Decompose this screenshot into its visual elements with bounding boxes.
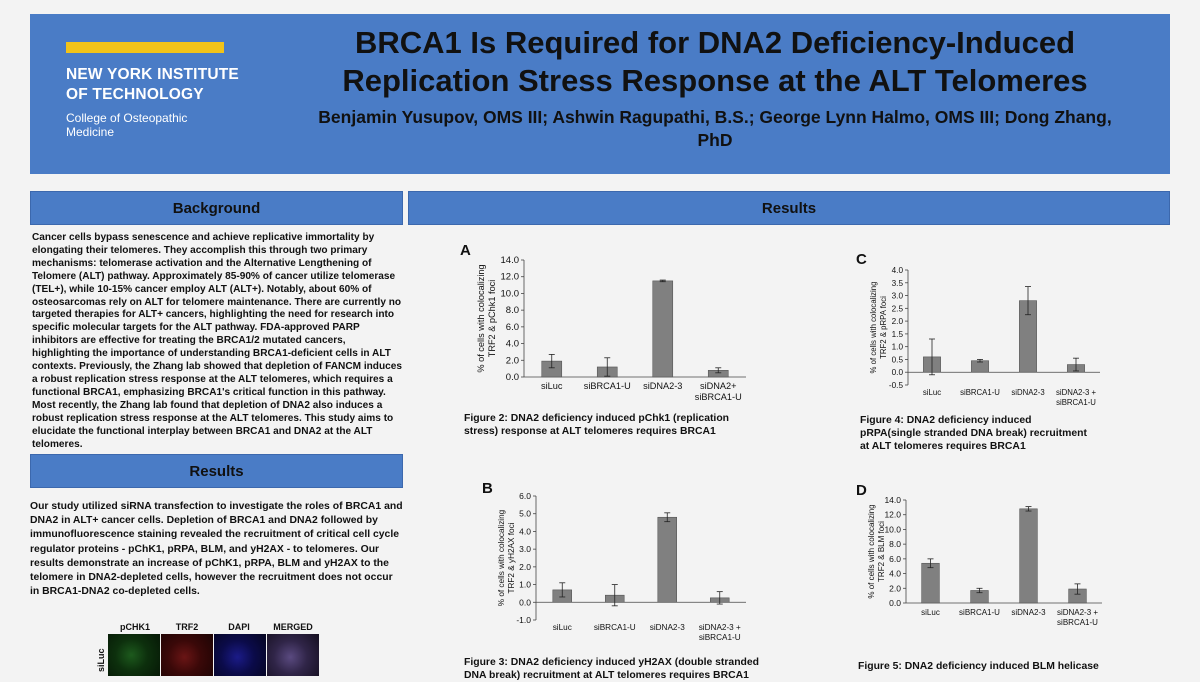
figure-b-letter: B — [482, 480, 493, 497]
chart-b-y-tick-label: 5.0 — [519, 508, 531, 519]
chart-b-x-label: siDNA2-3 — [649, 623, 685, 632]
chart-c-y-tick-label: 3.5 — [891, 278, 903, 288]
chart-c-y-title-line2: TRF2 & pRPA foci — [878, 296, 888, 359]
authors-line2: PhD — [697, 130, 733, 150]
chart-a — [468, 252, 760, 412]
micro-image-trf2 — [161, 634, 213, 676]
chart-a-y-title — [476, 264, 497, 372]
logo-sub-line1: College of Osteopathic — [66, 111, 188, 125]
chart-b-x-label: siLuc — [552, 623, 572, 632]
chart-a-y-title-line2: TRF2 & pChk1 foci — [487, 279, 498, 358]
results-left-heading: Results — [30, 454, 403, 488]
chart-d-x-label: siDNA2-3 — [1011, 608, 1046, 617]
chart-b-x-label: siDNA2-3 + — [698, 623, 741, 632]
chart-a-y-tick-label: 12.0 — [500, 271, 519, 283]
poster-title — [280, 24, 1150, 100]
chart-d-x-label: siBRCA1-U — [959, 608, 1000, 617]
chart-b-y-title-line1: % of cells with colocalizing — [497, 509, 506, 607]
chart-c-y-tick-label: 2.5 — [891, 304, 903, 314]
chart-d-y-tick-label: 10.0 — [884, 524, 901, 535]
chart-c-y-title-line1: % of cells with colocalizing — [869, 281, 878, 374]
chart-c-y-tick-label: 4.0 — [891, 266, 903, 275]
chart-b-y-tick-label: 0.0 — [519, 597, 531, 608]
background-text: Cancer cells bypass senescence and achieve replicative immortality by elongating their telomeres. They accomplish this through two primary mechanisms: telomerase activation and the Alternative Lengthening of Telomere (ALT) pathway. Approximately 85-90% of cancer utilize telomerase (TEL+), while 10-15% cancer employ ALT (ALT+). Notably, about 60% of osteosarcomas rely on ALT for telomere maintenance. There are currently no targeted therapies for ALT+ cancers, highlighting the need for research into specific molecular targets for the ALT pathway. FDA-approved PARP inhibitors are effective for treating the BRCA1/2 mutated cancers, highlighting the importance of understanding BRCA1-deficient cells in ALT contexts. Previously, the Zhang lab showed that depletion of FANCM induces a robust replication stress response at the ALT telomeres, which requires a functional BRCA1, emphasizing BRCA1's critical function in this pathway. Most recently, the Zhang lab found that depletion of DNA2 also induces a robust replication stress response at the ALT telomeres. This study aims to elucidate the functional interplay between BRCA1 and DNA2 at the ALT telomeres. — [32, 232, 402, 450]
chart-d-y-tick-label: 2.0 — [889, 583, 901, 594]
chart-a-x-label: siLuc — [541, 381, 563, 391]
chart-a-y-tick-label: 10.0 — [500, 288, 519, 300]
authors — [270, 106, 1160, 152]
poster-header — [30, 14, 1170, 174]
figure-a-letter: A — [460, 242, 471, 259]
chart-d-bar — [922, 563, 940, 603]
chart-a-bar — [653, 281, 673, 377]
chart-b-x-label: siBRCA1-U — [698, 633, 741, 643]
micro-col-dapi: DAPI — [228, 622, 250, 632]
chart-c-y-tick-label: 1.0 — [891, 342, 903, 352]
background-heading: Background — [30, 191, 403, 225]
chart-c-y-tick-label: 0.0 — [891, 368, 903, 378]
figure-a-caption-line1: Figure 2: DNA2 deficiency induced pChk1 (replication — [464, 413, 730, 424]
figure-b-caption — [464, 656, 804, 682]
chart-b-y-tick-label: 2.0 — [519, 561, 531, 572]
chart-b-y-tick-label: 3.0 — [519, 544, 531, 555]
chart-c-bar — [971, 361, 988, 373]
figure-c-caption — [860, 414, 1160, 453]
figure-d-caption-line1: Figure 5: DNA2 deficiency induced BLM helicase — [858, 661, 1099, 672]
chart-d-y-tick-label: 8.0 — [889, 539, 901, 550]
chart-a-x-label: siBRCA1-U — [694, 392, 742, 403]
chart-b-y-tick-label: 6.0 — [519, 491, 531, 501]
chart-c — [862, 262, 1112, 407]
chart-c-x-label: siBRCA1-U — [960, 388, 1000, 397]
chart-a-x-label: siDNA2-3 — [643, 381, 683, 391]
chart-a-y-tick-label: 0.0 — [505, 372, 519, 383]
chart-a-y-tick-label: 8.0 — [505, 305, 519, 317]
chart-d-y-tick-label: 14.0 — [884, 495, 901, 505]
figure-a-caption — [464, 412, 804, 438]
figure-b-caption-line1: Figure 3: DNA2 deficiency induced yH2AX (double stranded — [464, 657, 760, 668]
logo-name-line1: NEW YORK INSTITUTE — [66, 66, 239, 83]
chart-d-y-tick-label: 0.0 — [889, 598, 901, 608]
logo-accent-bar — [66, 42, 224, 53]
title-line1: BRCA1 Is Required for DNA2 Deficiency-Induced — [354, 25, 1076, 60]
chart-c-y-title — [869, 282, 888, 374]
logo-sub-line2: Medicine — [66, 125, 115, 139]
chart-a-y-tick-label: 6.0 — [505, 321, 519, 333]
results-right-heading: Results — [408, 191, 1170, 225]
chart-b-x-label: siBRCA1-U — [593, 623, 636, 632]
chart-d-x-label: siBRCA1-U — [1057, 618, 1098, 627]
chart-c-x-label: siDNA2-3 + — [1055, 388, 1097, 397]
chart-d-x-label: siLuc — [921, 608, 940, 617]
chart-a-y-title-line1: % of cells with colocalizing — [476, 264, 486, 373]
chart-a-x-label: siBRCA1-U — [583, 381, 631, 391]
results-text: Our study utilized siRNA transfection to investigate the roles of BRCA1 and DNA2 in ALT+ cancer cells. Depletion of BRCA1 and DNA2 followed by immunofluorescence staining revealed the recruitment of critical cell cycle regulator proteins - pChK1, pRPA, BLM, and yH2AX - to telomeres. Our results demonstrate an increase of pChK1, pRPA, BLM and yH2AX to the telomere in DNA2-depleted cells, however the recruitment does not occur in BRCA1-DNA2 co-depleted cells. — [30, 501, 403, 598]
figure-c-caption-line3: at ALT telomeres requires BRCA1 — [860, 441, 1026, 452]
chart-d-y-tick-label: 12.0 — [884, 509, 901, 520]
title-line2: Replication Stress Response at the ALT Telomeres — [342, 63, 1088, 98]
institution-logo — [66, 42, 246, 139]
figure-b-caption-line2: DNA break) recruitment at ALT telomeres requires BRCA1 — [464, 670, 749, 681]
figure-d-caption — [858, 660, 1158, 673]
chart-b-y-tick-label: 4.0 — [519, 526, 531, 537]
authors-line1: Benjamin Yusupov, OMS III; Ashwin Ragupathi, B.S.; George Lynn Halmo, OMS III; Dong Zhang, — [318, 107, 1112, 127]
logo-name-line2: OF TECHNOLOGY — [66, 86, 204, 103]
micro-image-pchk1 — [108, 634, 160, 676]
figure-c-caption-line2: pRPA(single stranded DNA break) recruitment — [860, 428, 1087, 439]
chart-d-x-label: siDNA2-3 + — [1056, 608, 1099, 617]
chart-d-y-title-line2: TRF2 & BLM foci — [877, 521, 886, 582]
figure-d-letter: D — [856, 482, 867, 499]
chart-b-y-title-line2: TRF2 & yH2AX foci — [507, 522, 517, 594]
chart-a-x-label: siDNA2+ — [699, 381, 737, 391]
figure-a-caption-line2: stress) response at ALT telomeres requires BRCA1 — [464, 426, 716, 437]
chart-c-x-label: siDNA2-3 — [1011, 388, 1045, 397]
chart-d-y-title-line1: % of cells with colocalizing — [867, 504, 876, 599]
figure-c-letter: C — [856, 251, 867, 268]
chart-d — [858, 494, 1114, 634]
chart-a-y-tick-label: 14.0 — [500, 255, 519, 266]
chart-c-y-tick-label: 2.0 — [891, 317, 903, 327]
chart-a-y-tick-label: 4.0 — [505, 338, 519, 350]
micro-image-merged — [267, 634, 319, 676]
chart-c-x-label: siLuc — [922, 388, 942, 397]
micro-row-siluc: siLuc — [96, 648, 106, 672]
chart-d-y-tick-label: 6.0 — [889, 553, 901, 564]
micro-col-merged: MERGED — [273, 622, 313, 632]
micro-image-dapi — [214, 634, 266, 676]
figure-c-caption-line1: Figure 4: DNA2 deficiency induced — [860, 415, 1032, 426]
chart-a-y-tick-label: 2.0 — [505, 355, 519, 367]
micro-col-trf2: TRF2 — [175, 622, 199, 632]
chart-b-y-tick-label: -1.0 — [516, 615, 531, 625]
chart-c-y-tick-label: -0.5 — [888, 381, 903, 390]
chart-c-x-label: siBRCA1-U — [1056, 397, 1096, 407]
chart-b-y-title — [497, 509, 516, 606]
chart-d-bar — [1020, 509, 1038, 603]
chart-b-y-tick-label: 1.0 — [519, 579, 531, 590]
micro-col-pchk1: pCHK1 — [119, 622, 150, 632]
chart-c-y-tick-label: 3.0 — [891, 291, 903, 301]
chart-d-y-tick-label: 4.0 — [889, 568, 901, 579]
chart-b — [488, 488, 760, 643]
chart-b-bar — [658, 517, 677, 602]
chart-c-y-tick-label: 0.5 — [891, 355, 903, 365]
chart-c-y-tick-label: 1.5 — [891, 329, 903, 339]
chart-d-y-title — [867, 504, 886, 598]
